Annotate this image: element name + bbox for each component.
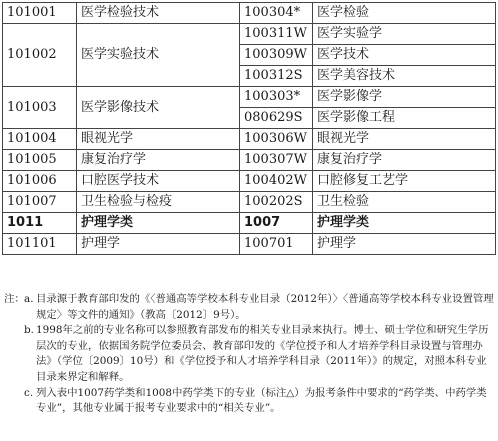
undergrad-name-cell: 护理学 <box>77 234 240 255</box>
old-name-cell: 医学美容技术 <box>313 66 496 87</box>
major-catalog-body <box>3 3 496 255</box>
undergrad-name-cell: 眼视光学 <box>77 129 240 150</box>
old-code-cell: 100303* <box>240 87 313 108</box>
old-code-cell: 100309W <box>240 45 313 66</box>
old-name-cell: 口腔修复工艺学 <box>313 171 496 192</box>
table-row <box>3 87 496 108</box>
note-a <box>4 292 494 323</box>
old-name-cell: 眼视光学 <box>313 129 496 150</box>
undergrad-code-cell: 101004 <box>3 129 77 150</box>
undergrad-code-cell: 101007 <box>3 192 77 213</box>
old-name-cell: 医学技术 <box>313 45 496 66</box>
category-name-right: 护理学类 <box>313 213 496 234</box>
category-name-left: 护理学类 <box>77 213 240 234</box>
note-c <box>4 386 494 417</box>
old-code-cell: 100701 <box>240 234 313 255</box>
table-row <box>3 234 496 255</box>
old-code-cell: 100307W <box>240 150 313 171</box>
old-name-cell: 医学影像学 <box>313 87 496 108</box>
old-name-cell: 护理学 <box>313 234 496 255</box>
note-a-marker: a. <box>24 293 34 305</box>
old-name-cell: 医学影像工程 <box>313 108 496 129</box>
table-row <box>3 171 496 192</box>
note-a-text: 目录源于教育部印发的《〈普通高等学校本科专业目录（2012年）〉〈普通高等学校本科专业设置管理规定〉等文件的通知》（教高〔2012〕9号）。 <box>36 293 494 321</box>
note-c-marker: c. <box>24 386 34 399</box>
old-name-cell: 卫生检验 <box>313 192 496 213</box>
old-code-cell: 080629S <box>240 108 313 129</box>
old-code-cell: 100311W <box>240 24 313 45</box>
notes-prefix: 注： <box>4 293 25 305</box>
notes-section <box>4 292 494 417</box>
table-row <box>3 24 496 45</box>
table-row <box>3 3 496 24</box>
undergrad-code-cell: 101005 <box>3 150 77 171</box>
old-name-cell: 康复治疗学 <box>313 150 496 171</box>
old-name-cell: 医学实验学 <box>313 24 496 45</box>
note-b-text: 1998年之前的专业名称可以参照教育部发布的相关专业目录来执行。博士、硕士学位和研究生学历层次的专业，依据国务院学位委员会、教育部印发的《学位授予和人才培养学科目录设置与管理办法》（学位〔2009〕10号）和《学位授予和人才培养学科目录（2011年）》的规定，对照本科专业目录来界定和解释。 <box>36 324 489 383</box>
category-row <box>3 213 496 234</box>
major-catalog-table <box>2 2 496 255</box>
undergrad-name-cell: 口腔医学技术 <box>77 171 240 192</box>
old-code-cell: 100312S <box>240 66 313 87</box>
table-row <box>3 150 496 171</box>
undergrad-code-cell: 101002 <box>3 24 77 87</box>
old-code-cell: 100402W <box>240 171 313 192</box>
old-code-cell: 100306W <box>240 129 313 150</box>
undergrad-code-cell: 101006 <box>3 171 77 192</box>
undergrad-name-cell: 卫生检验与检疫 <box>77 192 240 213</box>
undergrad-name-cell: 医学检验技术 <box>77 3 240 24</box>
note-c-text: 列入表中1007药学类和1008中药学类下的专业（标注△）为报考条件中要求的“药学类、中药学类专业”，其他专业属于报考专业要求中的“相关专业”。 <box>36 386 487 415</box>
category-code-right: 1007 <box>240 213 313 234</box>
note-b <box>4 323 494 385</box>
undergrad-code-cell: 101001 <box>3 3 77 24</box>
undergrad-code-cell: 101101 <box>3 234 77 255</box>
undergrad-name-cell: 医学实验技术 <box>77 24 240 87</box>
undergrad-code-cell: 101003 <box>3 87 77 129</box>
old-code-cell: 100304* <box>240 3 313 24</box>
note-b-marker: b. <box>24 324 34 337</box>
table-row <box>3 129 496 150</box>
category-code-left: 1011 <box>3 213 77 234</box>
table-row <box>3 192 496 213</box>
old-code-cell: 100202S <box>240 192 313 213</box>
old-name-cell: 医学检验 <box>313 3 496 24</box>
undergrad-name-cell: 医学影像技术 <box>77 87 240 129</box>
undergrad-name-cell: 康复治疗学 <box>77 150 240 171</box>
